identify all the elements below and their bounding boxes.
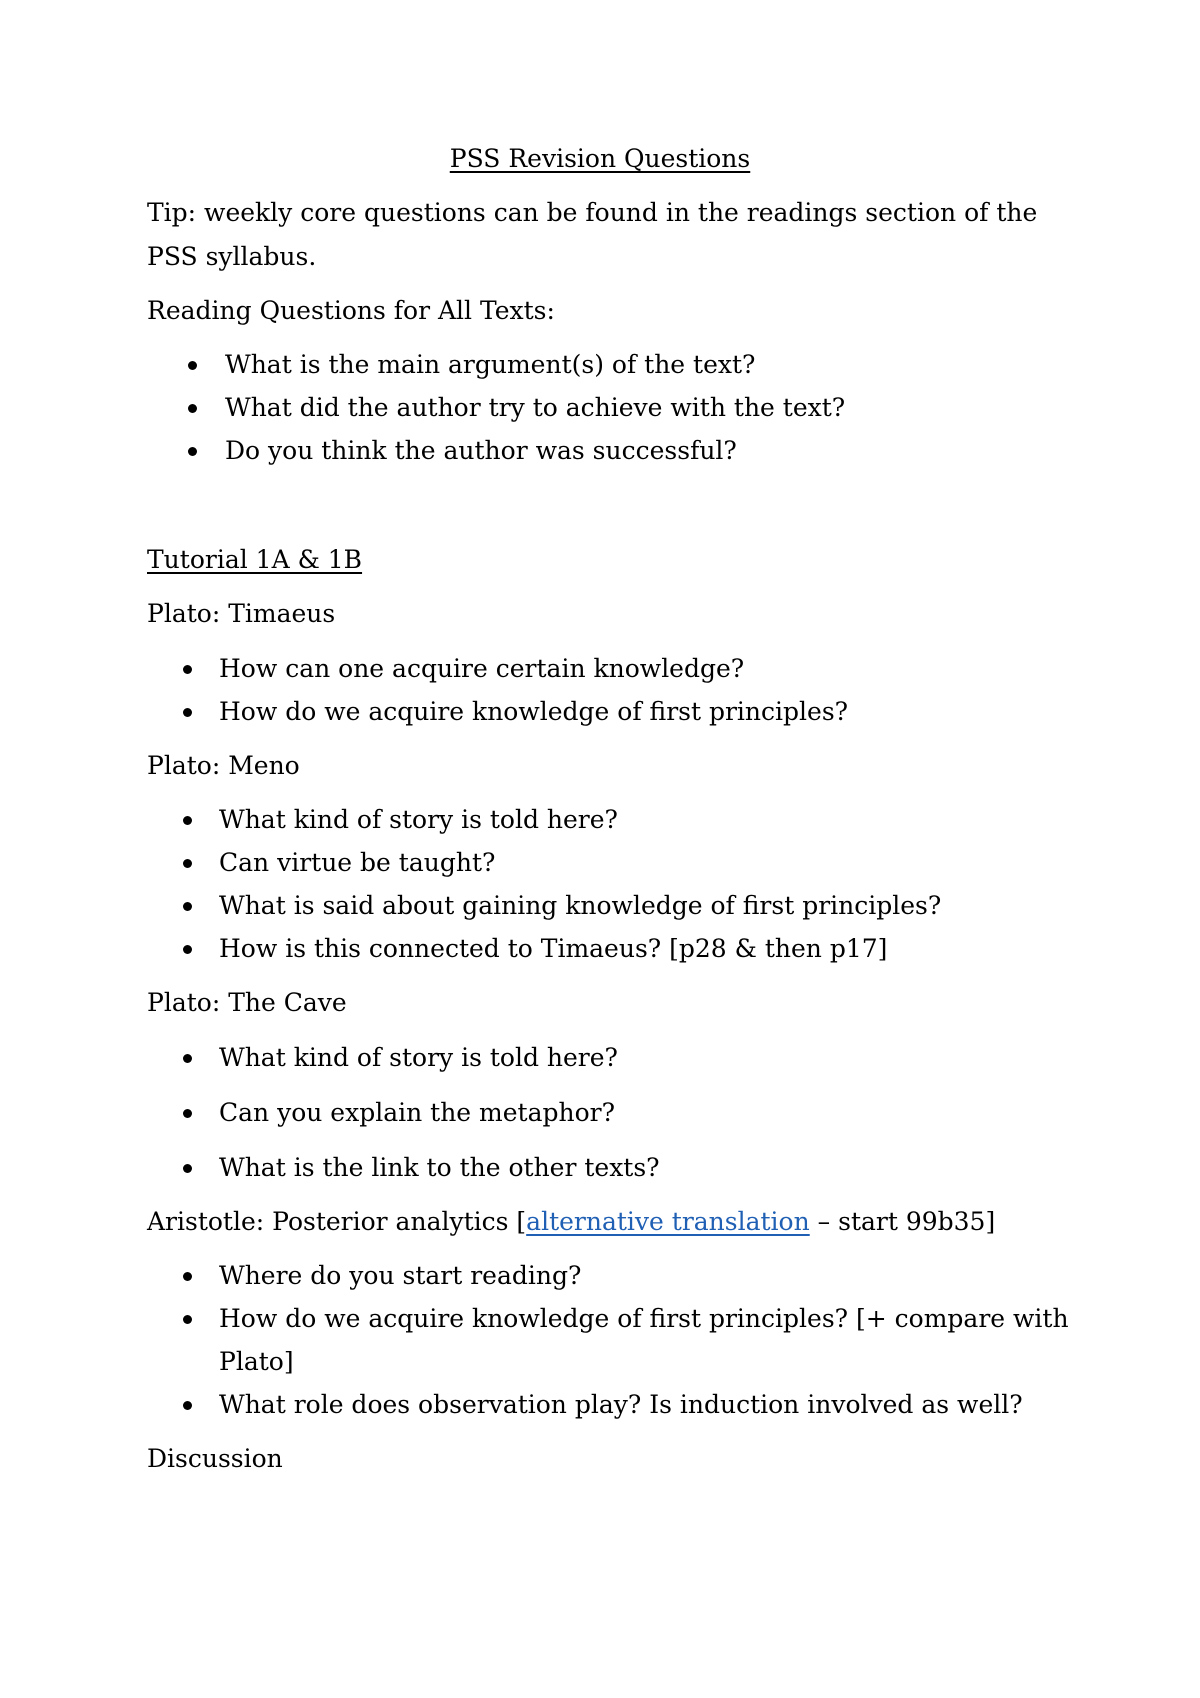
bullet-icon: [188, 361, 197, 370]
list-item: What kind of story is told here?: [219, 805, 618, 834]
bullet-icon: [183, 708, 192, 717]
list-item: What role does observation play? Is induction involved as well?: [219, 1390, 1023, 1419]
list-item: What is the link to the other texts?: [219, 1153, 660, 1182]
bullet-icon: [183, 1164, 192, 1173]
bullet-icon: [183, 1401, 192, 1410]
aristotle-heading-prefix: Aristotle: Posterior analytics [: [147, 1207, 527, 1236]
alternative-translation-link[interactable]: alternative translation: [526, 1207, 810, 1236]
bullet-icon: [183, 902, 192, 911]
tip-line-2: PSS syllabus.: [147, 242, 317, 271]
list-item: Can virtue be taught?: [219, 848, 496, 877]
list-item: How can one acquire certain knowledge?: [219, 654, 745, 683]
discussion-heading: Discussion: [147, 1444, 283, 1473]
list-item-continuation: Plato]: [219, 1347, 294, 1376]
list-item: Where do you start reading?: [219, 1261, 582, 1290]
aristotle-heading-suffix: – start 99b35]: [809, 1207, 996, 1236]
list-item: What is said about gaining knowledge of first principles?: [219, 891, 942, 920]
tip-line-1: Tip: weekly core questions can be found in the readings section of the: [147, 198, 1038, 227]
tutorial-heading: Tutorial 1A & 1B: [147, 545, 363, 574]
page-title: PSS Revision Questions: [449, 144, 751, 173]
list-item: What kind of story is told here?: [219, 1043, 618, 1072]
aristotle-heading: [147, 1207, 995, 1237]
list-item: How do we acquire knowledge of first principles? [+ compare with: [219, 1304, 1069, 1333]
cave-heading: Plato: The Cave: [147, 988, 347, 1017]
bullet-icon: [183, 665, 192, 674]
list-item: How do we acquire knowledge of first principles?: [219, 697, 849, 726]
list-item: What did the author try to achieve with the text?: [225, 393, 846, 422]
list-item: How is this connected to Timaeus? [p28 & then p17]: [219, 934, 888, 963]
timaeus-heading: Plato: Timaeus: [147, 599, 336, 628]
bullet-icon: [183, 945, 192, 954]
meno-heading: Plato: Meno: [147, 751, 300, 780]
bullet-icon: [188, 404, 197, 413]
list-item: Do you think the author was successful?: [225, 436, 737, 465]
bullet-icon: [183, 1315, 192, 1324]
list-item: What is the main argument(s) of the text?: [225, 350, 756, 379]
bullet-icon: [188, 447, 197, 456]
bullet-icon: [183, 859, 192, 868]
bullet-icon: [183, 1109, 192, 1118]
list-item: Can you explain the metaphor?: [219, 1098, 615, 1127]
bullet-icon: [183, 1054, 192, 1063]
bullet-icon: [183, 816, 192, 825]
bullet-icon: [183, 1272, 192, 1281]
all-texts-heading: Reading Questions for All Texts:: [147, 296, 555, 325]
